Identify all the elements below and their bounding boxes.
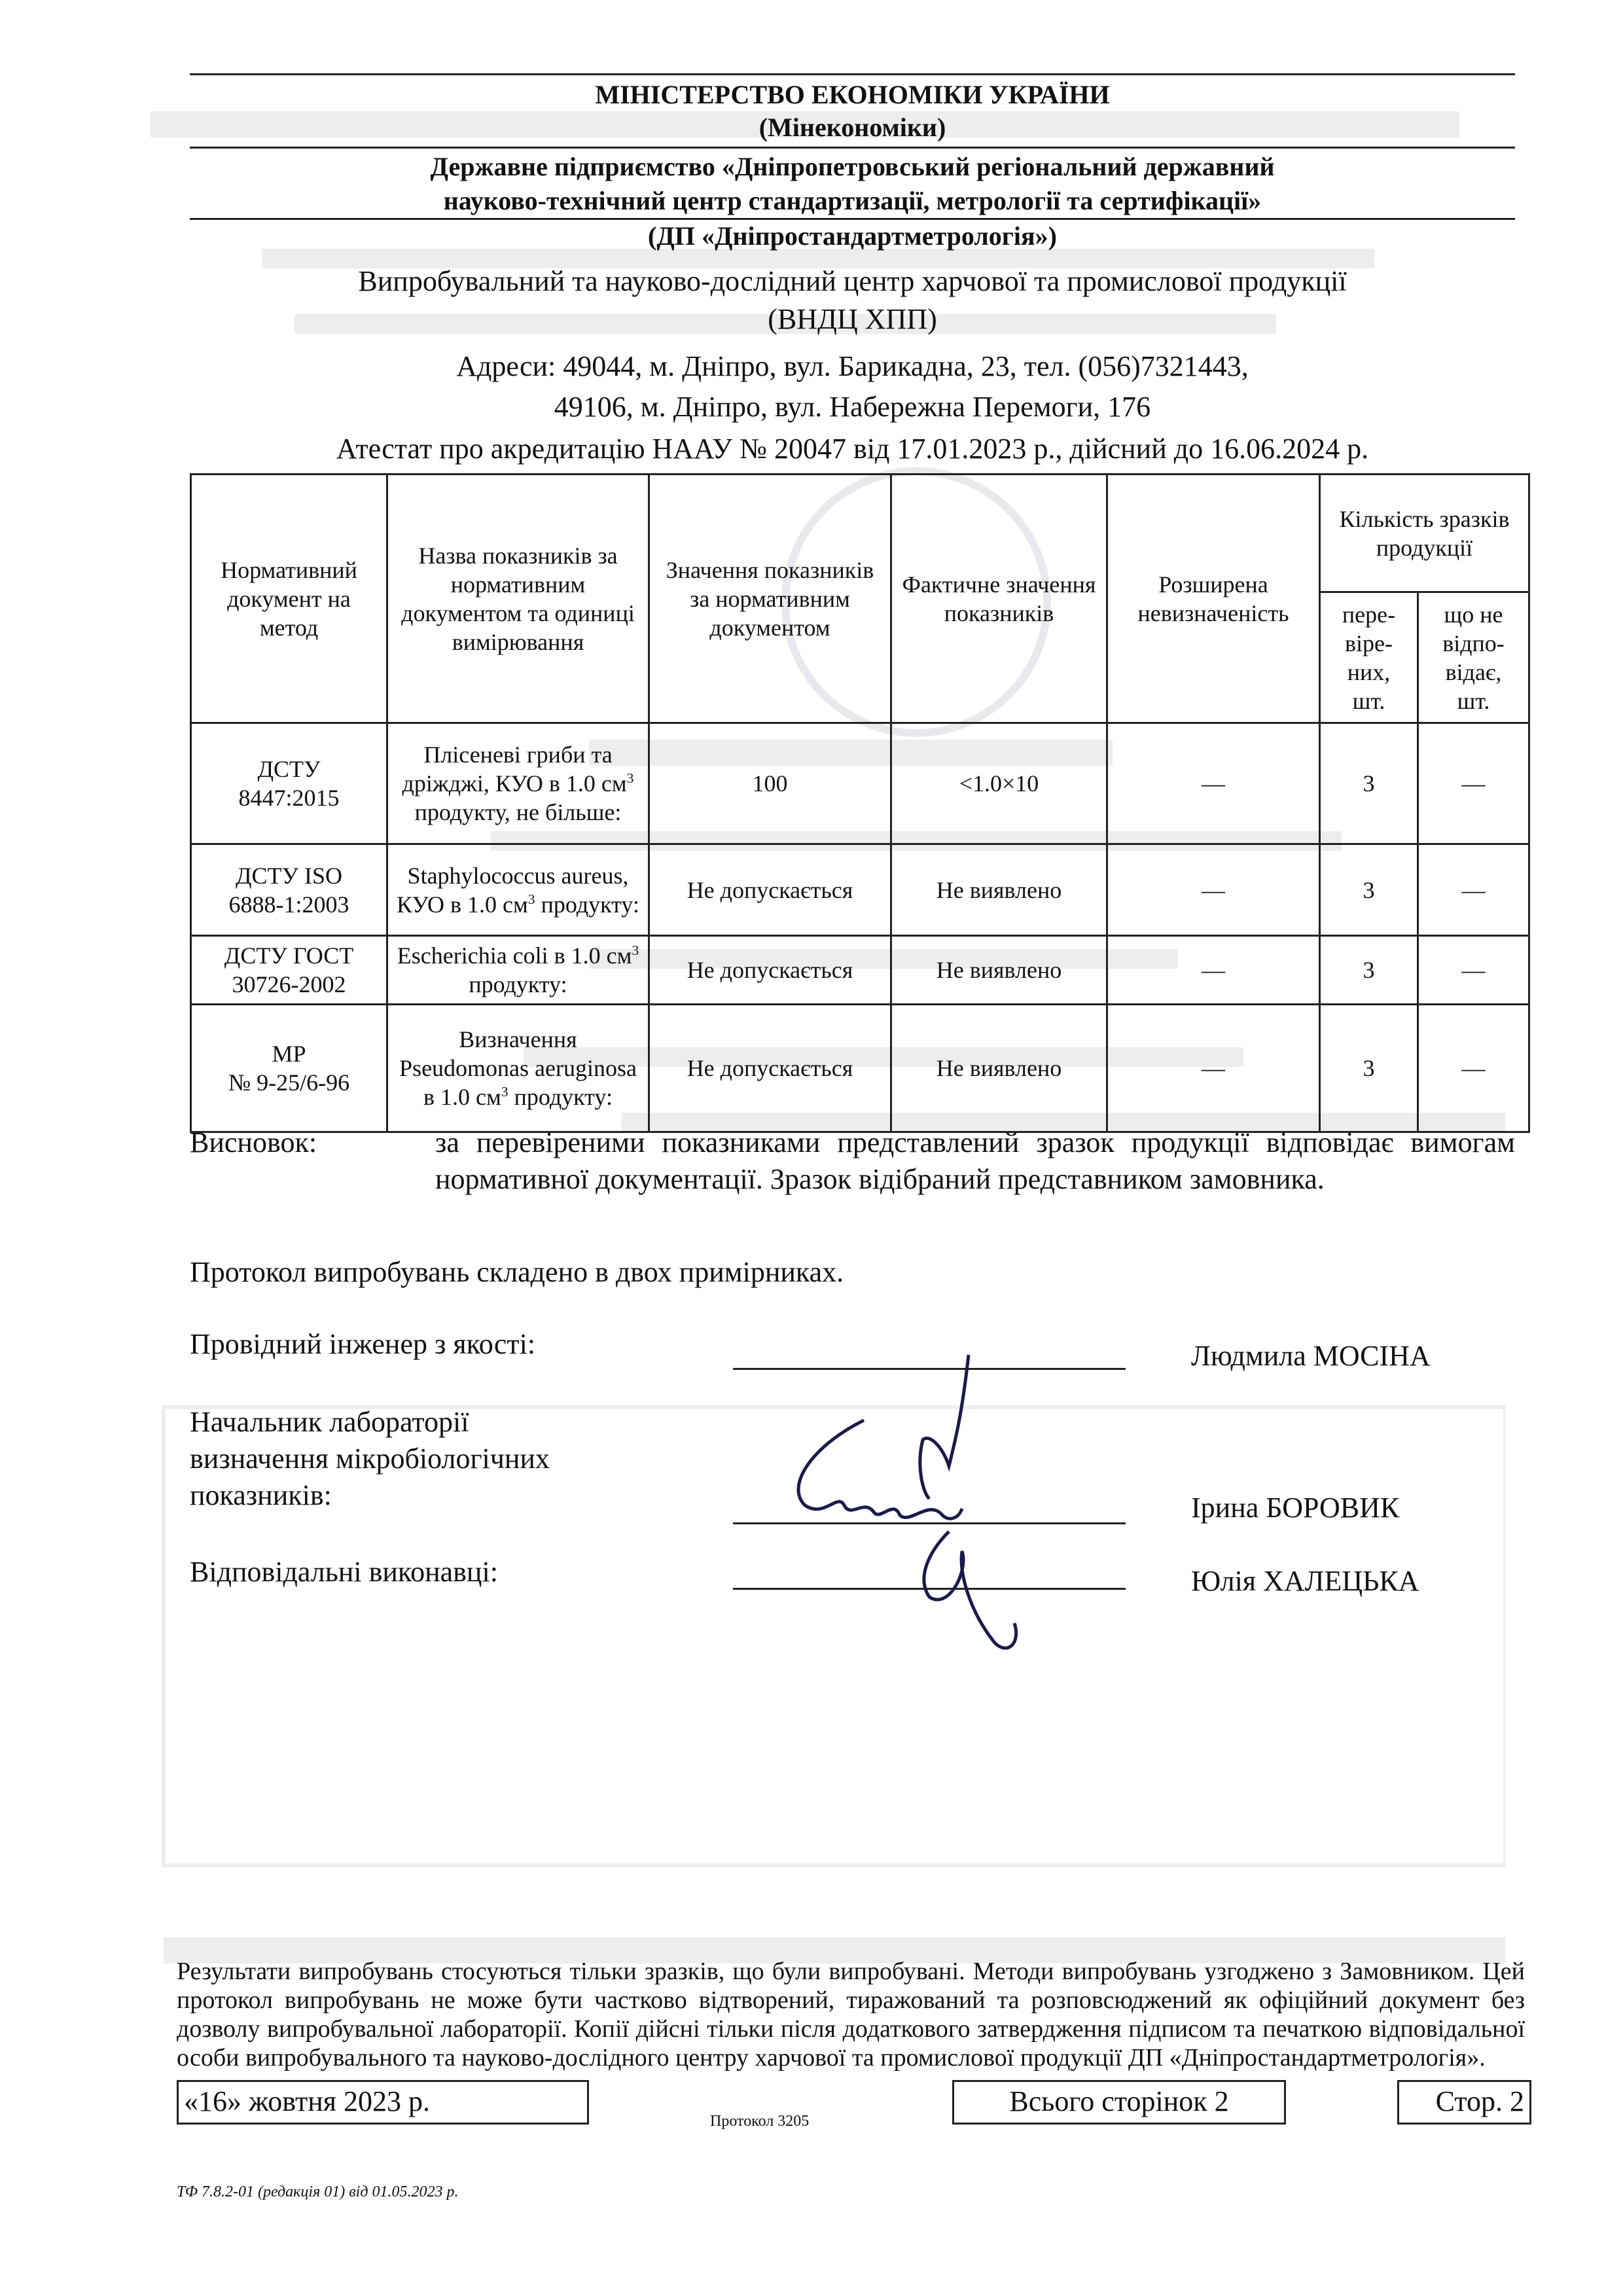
accreditation-line: Атестат про акредитацію НААУ № 20047 від 17.01.2023 р., дійсний до 16.06.2024 р.: [336, 433, 1369, 465]
cell-nonconforming: —: [1418, 844, 1529, 936]
cell-actual: Не виявлено: [891, 936, 1107, 1005]
cell-checked: 3: [1320, 1005, 1418, 1132]
cell-norm: Не допускається: [649, 936, 891, 1005]
cell-name: Escherichia coli в 1.0 $см^3$ продукту:: [387, 936, 649, 1005]
cell-uncertainty: —: [1107, 723, 1320, 844]
copies-note: Протокол випробувань складено в двох примірниках.: [190, 1256, 844, 1288]
enterprise-short: (ДП «Дніпростандартметрологія»): [648, 221, 1057, 251]
table-row: [191, 1005, 1529, 1132]
header-norm: Значення показників за нормативним документом: [649, 475, 891, 723]
footer-page-number: Стор. 2: [1435, 2085, 1524, 2117]
footer-page-box: [1397, 2080, 1531, 2125]
footer-date-box: [177, 2080, 589, 2125]
footer-form-code: ТФ 7.8.2-01 (редакція 01) від 01.05.2023 р.: [177, 2183, 459, 2200]
header-uncertainty: Розширена невизначеність: [1107, 475, 1320, 723]
table-row: [191, 844, 1529, 936]
header-checked: пере- віре- них, шт.: [1320, 592, 1418, 723]
cell-doc: ДСТУ ГОСТ 30726-2002: [191, 936, 387, 1005]
cell-actual: Не виявлено: [891, 1005, 1107, 1132]
signature-role-lab-head: Начальник лабораторії визначення мікробіологічних показників:: [190, 1406, 550, 1511]
address-line2: 49106, м. Дніпро, вул. Набережна Перемоги, 176: [554, 391, 1151, 423]
cell-doc: ДСТУ 8447:2015: [191, 723, 387, 844]
cell-actual: <1.0×10: [891, 723, 1107, 844]
signature-role-executors: Відповідальні виконавці:: [190, 1556, 498, 1588]
enterprise-line1: Державне підприємство «Дніпропетровський регіональний державний: [430, 152, 1275, 181]
cell-doc: ДСТУ ISO 6888-1:2003: [191, 844, 387, 936]
footer-total-pages: Всього сторінок 2: [1009, 2085, 1229, 2117]
cell-checked: 3: [1320, 723, 1418, 844]
signature-name-mosina: Людмила МОСІНА: [1191, 1340, 1431, 1372]
table-row: [191, 723, 1529, 844]
header-top-rule: [190, 73, 1515, 75]
cell-norm: Не допускається: [649, 1005, 891, 1132]
header-actual: Фактичне значення показників: [891, 475, 1107, 723]
address-line1: Адреси: 49044, м. Дніпро, вул. Барикадна, 23, тел. (056)7321443,: [456, 350, 1249, 382]
center-name: Випробувальний та науково-дослідний центр харчової та промислової продукції: [358, 265, 1347, 297]
cell-norm: Не допускається: [649, 844, 891, 936]
ministry-title: МІНІСТЕРСТВО ЕКОНОМІКИ УКРАЇНИ: [595, 80, 1110, 109]
signature-role-quality-engineer: Провідний інженер з якості:: [190, 1328, 536, 1360]
conclusion-label: Висновок:: [190, 1126, 317, 1158]
handwritten-signatures: [733, 1335, 1027, 1662]
footer-date: «16» жовтня 2023 р.: [184, 2085, 430, 2117]
cell-uncertainty: —: [1107, 844, 1320, 936]
header-quantity: Кількість зразків продукції: [1320, 475, 1529, 592]
signature-name-khaletska: Юлія ХАЛЕЦЬКА: [1191, 1565, 1419, 1597]
cell-nonconforming: —: [1418, 936, 1529, 1005]
cell-name: Staphylococcus aureus, КУО в 1.0 $см^3$ продукту:: [387, 844, 649, 936]
header-doc: Нормативний документ на метод: [191, 475, 387, 723]
cell-checked: 3: [1320, 844, 1418, 936]
footer-total-pages-box: [952, 2080, 1286, 2125]
signature-name-borovyk: Ірина БОРОВИК: [1191, 1492, 1400, 1524]
disclaimer-text: Результати випробувань стосуються тільки зразків, що були випробувані. Методи випробувань узгоджено з Замовником. Цей протокол випробувань не може бути частково відтворений, тиражований та розповсюджений як офіційний документ без дозволу випробувальної лабораторії. Копії дійсні тільки після додаткового затвердження підписом та печаткою відповідальної особи випробувального та науково-дослідного центру харчової та промислової продукції ДП «Дніпростандартметрологія».: [177, 1958, 1525, 2072]
cell-norm: 100: [649, 723, 891, 844]
footer-protocol-number: Протокол 3205: [710, 2113, 810, 2130]
header-nonconforming: що не відпо- відає, шт.: [1418, 592, 1529, 723]
results-table: [190, 473, 1530, 1133]
conclusion-text: за перевіреними показниками представлений зразок продукції відповідає вимогам нормативної документації. Зразок відібраний представником замовника.: [435, 1126, 1515, 1195]
ministry-short: (Мінекономіки): [758, 113, 946, 142]
cell-name: Плісеневі гриби та дріжджі, КУО в 1.0 $см^3$ продукту, не більше:: [387, 723, 649, 844]
header-rule-2: [190, 147, 1515, 149]
cell-doc: МР № 9-25/6-96: [191, 1005, 387, 1132]
cell-actual: Не виявлено: [891, 844, 1107, 936]
cell-name: Визначення Pseudomonas aeruginosa в 1.0 $см^3$ продукту:: [387, 1005, 649, 1132]
cell-uncertainty: —: [1107, 936, 1320, 1005]
header-name: Назва показників за нормативним документом та одиниці вимірювання: [387, 475, 649, 723]
cell-nonconforming: —: [1418, 1005, 1529, 1132]
enterprise-line2: науково-технічний центр стандартизації, метрології та сертифікації»: [443, 186, 1262, 215]
cell-checked: 3: [1320, 936, 1418, 1005]
center-short: (ВНДЦ ХПП): [768, 303, 937, 335]
cell-uncertainty: —: [1107, 1005, 1320, 1132]
table-row: [191, 936, 1529, 1005]
cell-nonconforming: —: [1418, 723, 1529, 844]
